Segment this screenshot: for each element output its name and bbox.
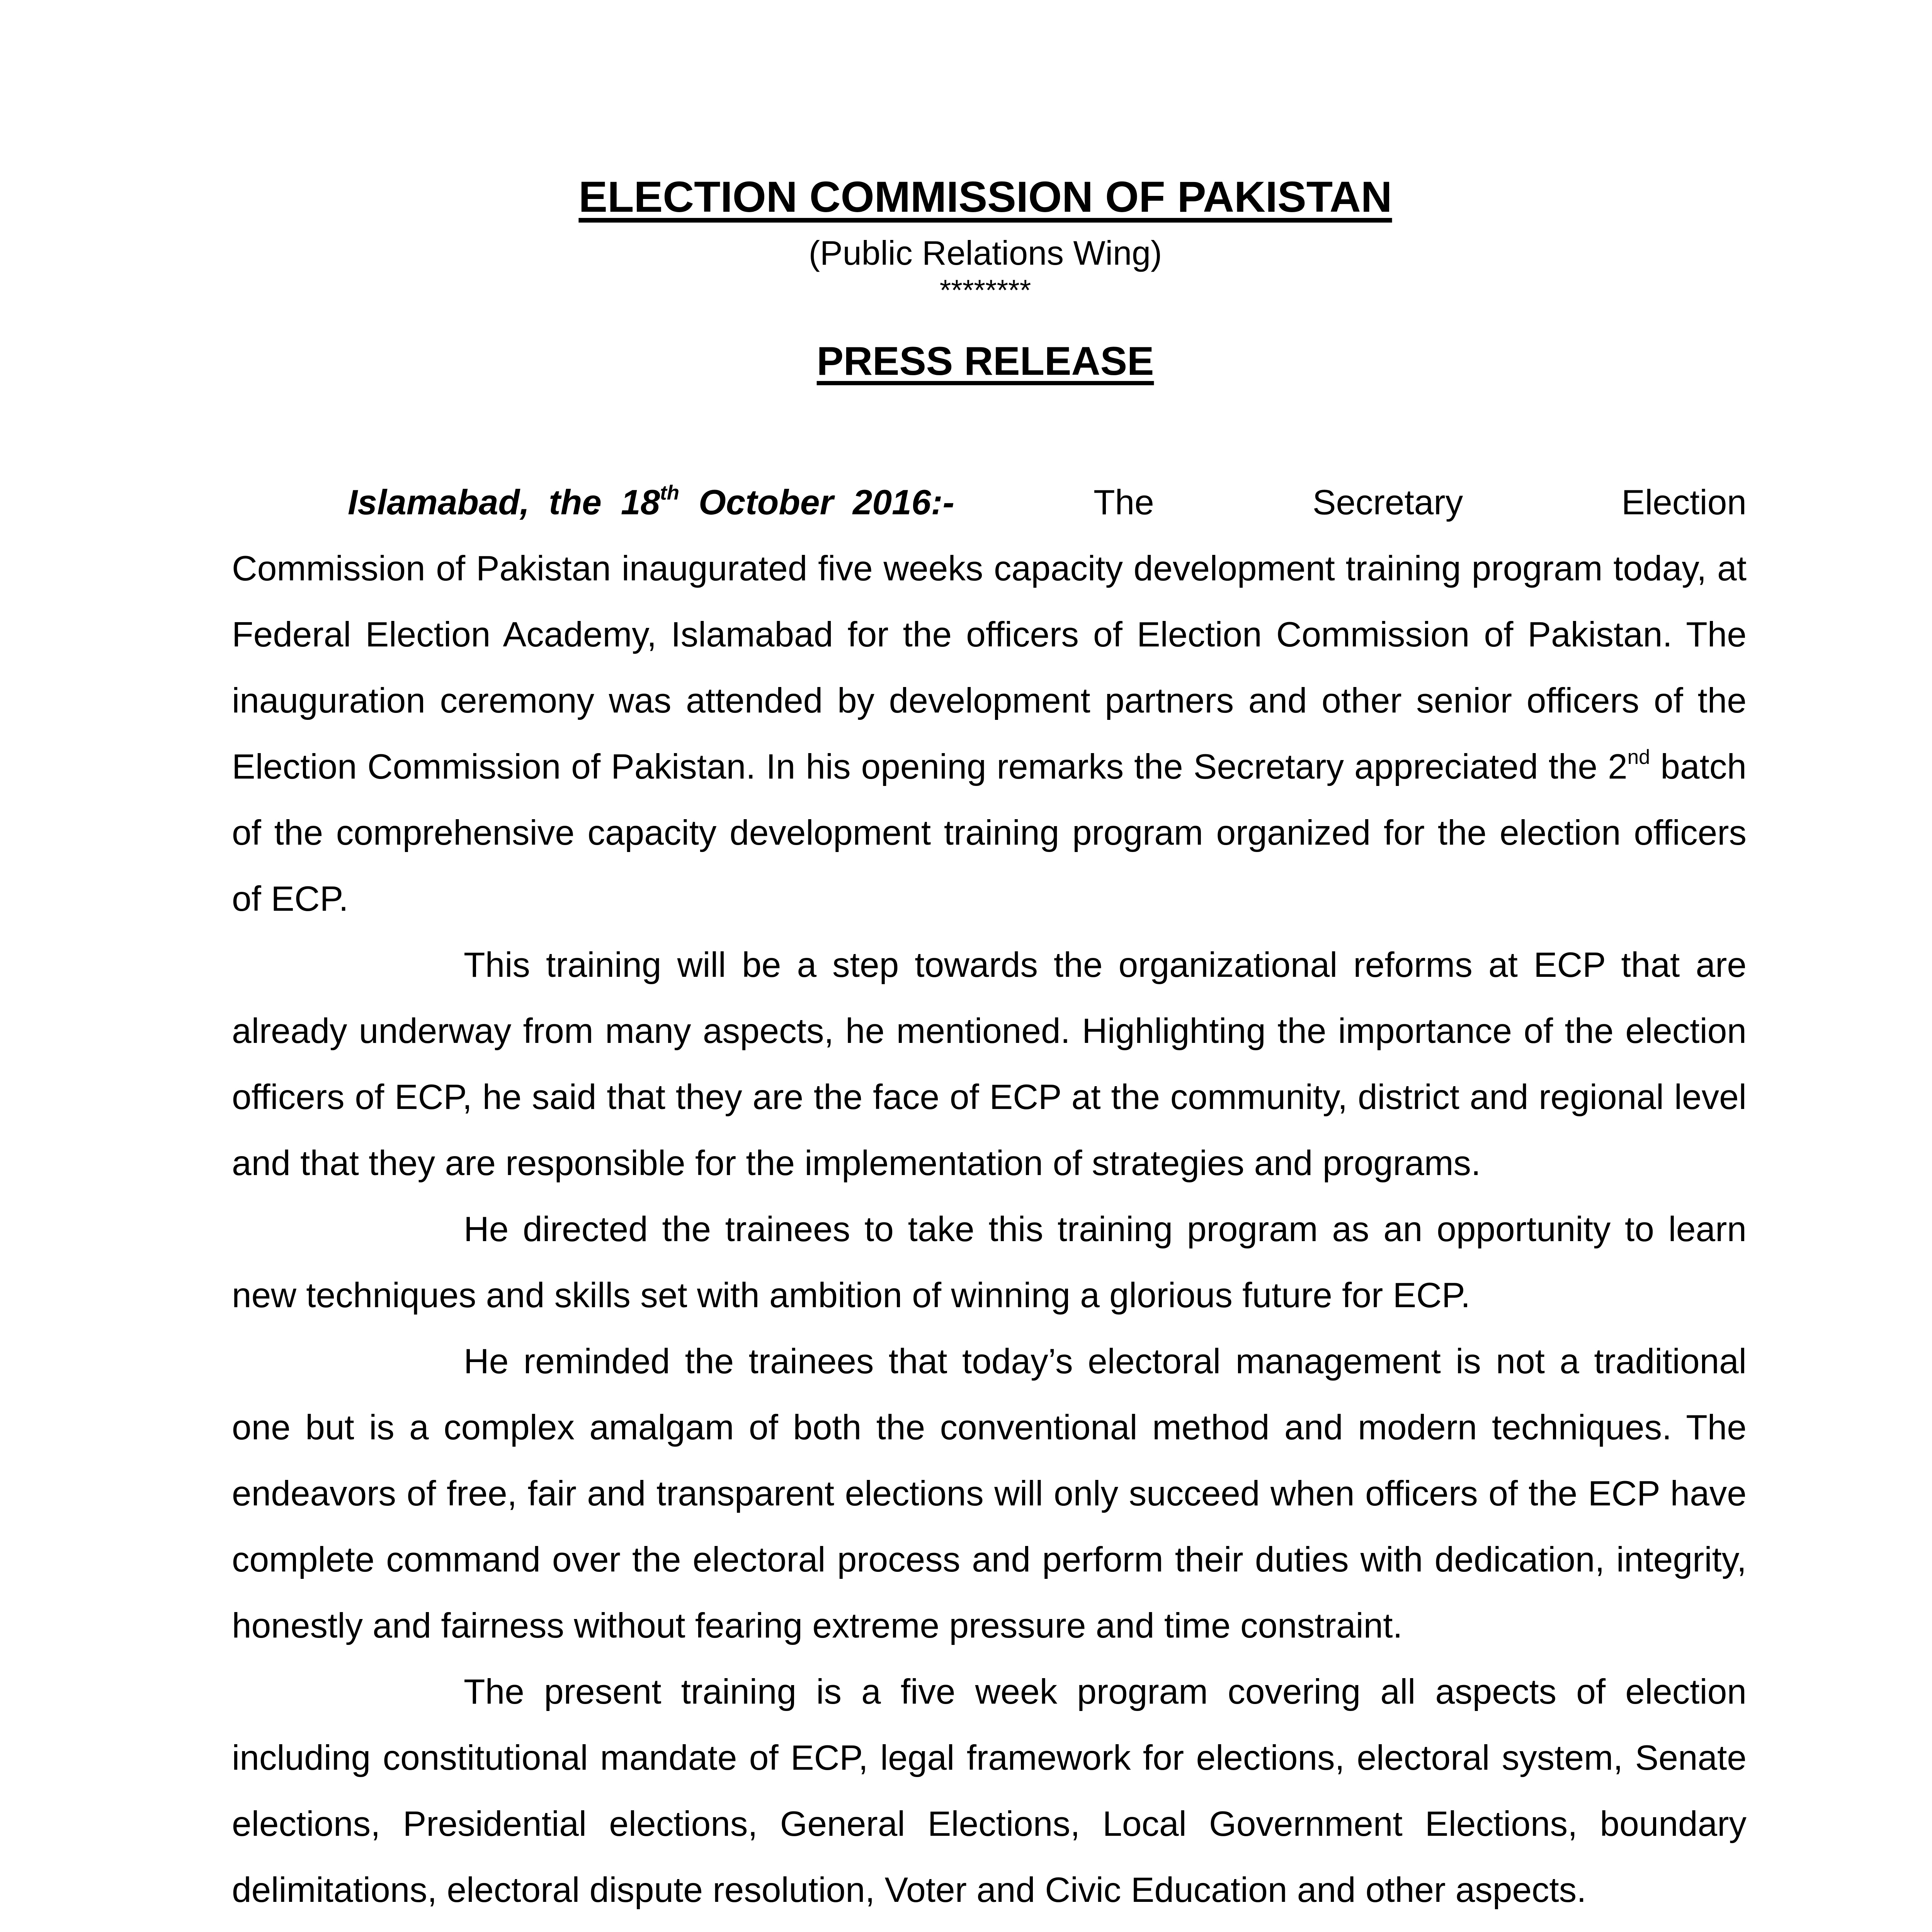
organization-title-text: ELECTION COMMISSION OF PAKISTAN	[578, 173, 1392, 221]
paragraph-1-text-a: Commission of Pakistan inaugurated five weeks capacity development training program today, at Federal Election Academy, Islamabad for the officers of Election Commission of Pakistan. The inauguration ceremony was attended by development partners and other senior officers of the Election Commission of Pakistan. In his opening remarks the Secretary appreciated the 2	[232, 549, 1747, 786]
document-type-heading	[0, 336, 1932, 386]
document-type-heading-text: PRESS RELEASE	[816, 339, 1154, 384]
press-release-body	[232, 469, 1747, 1923]
dateline-superscript: th	[660, 481, 679, 504]
paragraph-5: The present training is a five week program covering all aspects of election including constitutional mandate of ECP, legal framework for elections, electoral system, Senate elections, Presidential elections, General Elections, Local Government Elections, boundary delimitations, electoral dispute resolution, Voter and Civic Education and other aspects.	[232, 1672, 1747, 1910]
dateline-suffix: October 2016:-	[679, 483, 954, 522]
paragraph-1-text-b: batch of the comprehensive capacity development training program organized for the election officers of ECP.	[232, 747, 1747, 918]
paragraph-1-lead: The Secretary Election	[1093, 483, 1747, 522]
dateline	[348, 483, 954, 522]
header-divider: ********	[939, 274, 1031, 307]
organization-subtitle: (Public Relations Wing)	[808, 234, 1162, 272]
organization-title	[0, 170, 1932, 224]
paragraph-1-superscript: nd	[1627, 746, 1650, 769]
dateline-prefix: Islamabad, the 18	[348, 483, 660, 522]
paragraph-2: This training will be a step towards the organizational reforms at ECP that are already underway from many aspects, he mentioned. Highlighting the importance of the election officers of ECP, he said that they are the face of ECP at the community, district and regional level and that they are responsible for the implementation of strategies and programs.	[232, 946, 1747, 1183]
paragraph-3: He directed the trainees to take this training program as an opportunity to learn new techniques and skills set with ambition of winning a glorious future for ECP.	[232, 1210, 1747, 1315]
paragraph-4: He reminded the trainees that today’s electoral management is not a traditional one but is a complex amalgam of both the conventional method and modern techniques. The endeavors of free, fair and transparent elections will only succeed when officers of the ECP have complete command over the electoral process and perform their duties with dedication, integrity, honestly and fairness without fearing extreme pressure and time constraint.	[232, 1342, 1747, 1645]
paragraph-1	[232, 469, 1747, 932]
